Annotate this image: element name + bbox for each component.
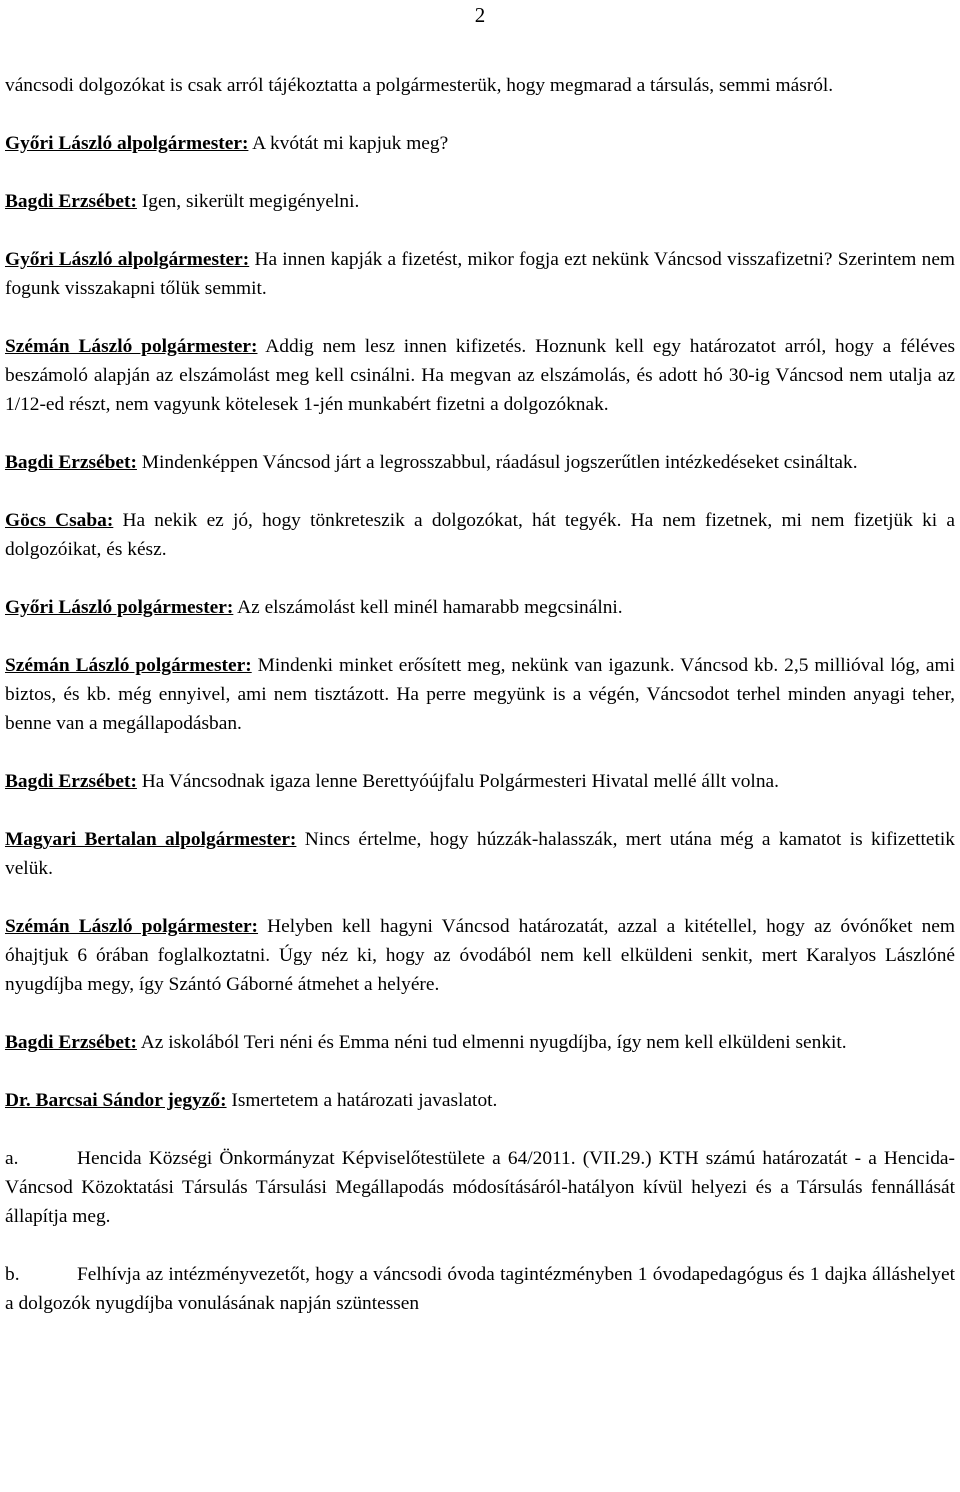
paragraph-text: Az iskolából Teri néni és Emma néni tud elmenni nyugdíjba, így nem kell elküldeni senkit. bbox=[136, 1032, 847, 1053]
paragraph bbox=[5, 1028, 955, 1057]
speaker-name: Bagdi Erzsébet: bbox=[5, 1032, 137, 1053]
paragraph bbox=[5, 767, 955, 796]
item-label: a. bbox=[5, 1148, 19, 1169]
document-body bbox=[5, 71, 955, 1347]
resolution-item-b bbox=[5, 1260, 955, 1318]
speaker-name: Szémán László polgármester: bbox=[5, 655, 252, 676]
speaker-name: Győri László alpolgármester: bbox=[5, 133, 249, 154]
page-number: 2 bbox=[474, 3, 486, 27]
speaker-name: Szémán László polgármester: bbox=[5, 916, 259, 937]
speaker-name: Magyari Bertalan alpolgármester: bbox=[5, 829, 297, 850]
paragraph-text: Ha Váncsodnak igaza lenne Berettyóújfalu Polgármesteri Hivatal mellé állt volna. bbox=[136, 771, 779, 792]
paragraph bbox=[5, 825, 955, 883]
paragraph-text: Helyben kell hagyni Váncsod határozatát, azzal a kitétellel, hogy az óvónőket nem óhajtjuk 6 órában foglalkoztatni. Úgy néz ki, hogy az óvodából nem kell elküldeni senkit, mert Karalyos Lászlóné nyugdíjba megy, így Szántó Gáborné átmehet a helyére. bbox=[5, 916, 955, 995]
paragraph bbox=[5, 912, 955, 999]
paragraph-text: váncsodi dolgozókat is csak arról tájékoztatta a polgármesterük, hogy megmarad a társulás, semmi másról. bbox=[5, 75, 834, 96]
speaker-name: Győri László polgármester: bbox=[5, 597, 234, 618]
speaker-name: Szémán László polgármester: bbox=[5, 336, 258, 357]
speaker-name: Bagdi Erzsébet: bbox=[5, 452, 137, 473]
resolution-item-a bbox=[5, 1144, 955, 1231]
speaker-name: Göcs Csaba: bbox=[5, 510, 114, 531]
paragraph-text: Ismertetem a határozati javaslatot. bbox=[226, 1090, 498, 1111]
paragraph bbox=[5, 71, 955, 100]
speaker-name: Bagdi Erzsébet: bbox=[5, 771, 137, 792]
item-text: Hencida Községi Önkormányzat Képviselőtestülete a 64/2011. (VII.29.) KTH számú határozatát - a Hencida-Váncsod Közoktatási Társulás Társulási Megállapodás módosításáról-hatályon kívül helyezi és a Társulás fennállását állapítja meg. bbox=[5, 1148, 955, 1227]
paragraph bbox=[5, 187, 955, 216]
paragraph-text: Mindenképpen Váncsod járt a legrosszabbul, ráadásul jogszerűtlen intézkedéseket csináltak. bbox=[136, 452, 858, 473]
paragraph-text: Igen, sikerült megigényelni. bbox=[136, 191, 360, 212]
item-label: b. bbox=[5, 1264, 20, 1285]
speaker-name: Dr. Barcsai Sándor jegyző: bbox=[5, 1090, 227, 1111]
paragraph-text: Addig nem lesz innen kifizetés. Hoznunk kell egy határozatot arról, hogy a féléves beszámoló alapján az elszámolást meg kell csinálni. Ha megvan az elszámolás, és adott hó 30-ig Váncsod nem utalja az 1/12-ed részt, nem vagyunk kötelesek 1-jén munkabért fizetni a dolgozóknak. bbox=[5, 336, 955, 415]
paragraph-text: A kvótát mi kapjuk meg? bbox=[248, 133, 449, 154]
paragraph bbox=[5, 651, 955, 738]
paragraph-text: Ha nekik ez jó, hogy tönkreteszik a dolgozókat, hát tegyék. Ha nem fizetnek, mi nem fizetjük ki a dolgozóikat, és kész. bbox=[5, 510, 955, 560]
paragraph-text: Nincs értelme, hogy húzzák-halasszák, mert utána még a kamatot is kifizettetik velük. bbox=[5, 829, 955, 879]
paragraph bbox=[5, 506, 955, 564]
speaker-name: Bagdi Erzsébet: bbox=[5, 191, 137, 212]
paragraph bbox=[5, 448, 955, 477]
paragraph bbox=[5, 129, 955, 158]
paragraph bbox=[5, 593, 955, 622]
item-text: Felhívja az intézményvezetőt, hogy a váncsodi óvoda tagintézményben 1 óvodapedagógus és 1 dajka álláshelyet a dolgozók nyugdíjba vonulásának napján szüntessen bbox=[5, 1264, 955, 1314]
speaker-name: Győri László alpolgármester: bbox=[5, 249, 250, 270]
paragraph bbox=[5, 245, 955, 303]
paragraph bbox=[5, 1086, 955, 1115]
paragraph bbox=[5, 332, 955, 419]
paragraph-text: Az elszámolást kell minél hamarabb megcsinálni. bbox=[233, 597, 623, 618]
paragraph-text: Mindenki minket erősített meg, nekünk van igazunk. Váncsod kb. 2,5 millióval lóg, ami biztos, és kb. még ennyivel, ami nem tisztázott. Ha perre megyünk is a végén, Váncsodot terhel minden anyagi teher, benne van a megállapodásban. bbox=[5, 655, 955, 734]
paragraph-text: Ha innen kapják a fizetést, mikor fogja ezt nekünk Váncsod visszafizetni? Szerintem nem fogunk visszakapni tőlük semmit. bbox=[5, 249, 956, 299]
